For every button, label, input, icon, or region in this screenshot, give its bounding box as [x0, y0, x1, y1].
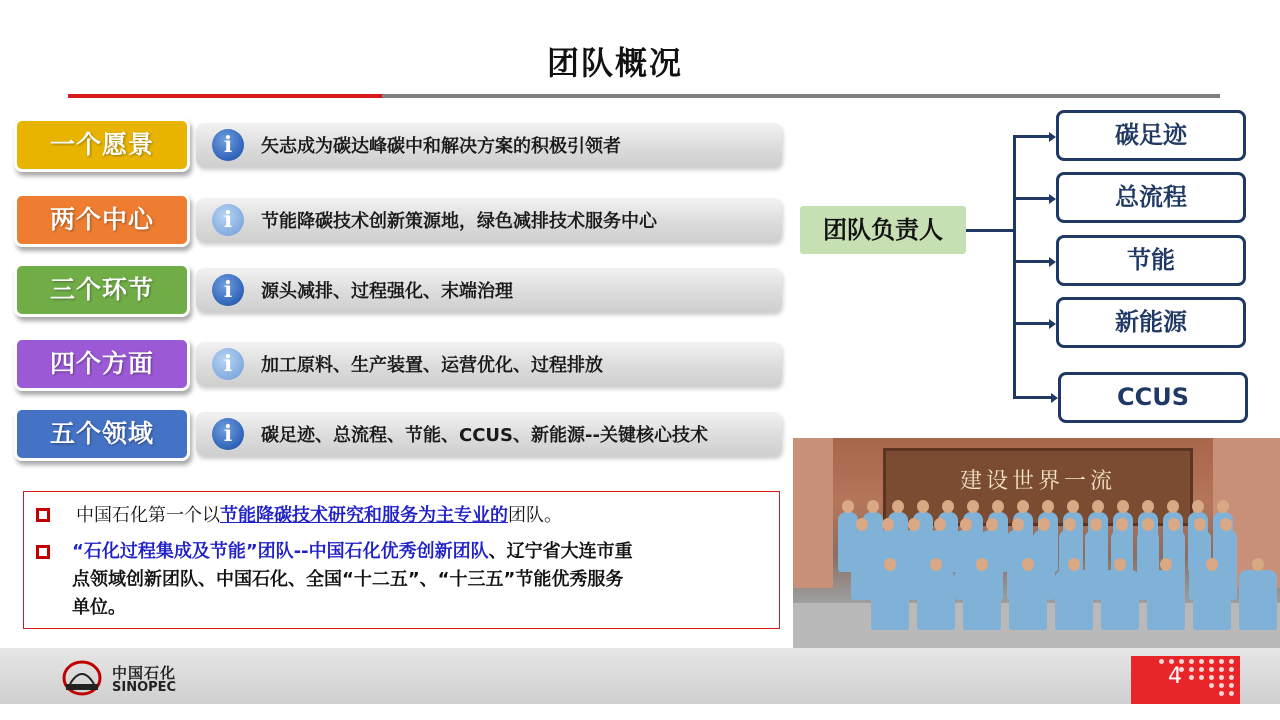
- photo-person-head: [1042, 500, 1054, 513]
- decor-dot: [1209, 675, 1214, 680]
- decor-dot: [1219, 659, 1224, 664]
- tree-connector: [966, 229, 1014, 232]
- info-icon: i: [212, 129, 244, 161]
- photo-person-head: [1217, 500, 1229, 513]
- decor-dot: [1229, 691, 1234, 696]
- photo-person: [1101, 570, 1139, 630]
- photo-person: [1193, 570, 1231, 630]
- decor-dot: [1219, 683, 1224, 688]
- pill-label: 一个愿景: [14, 118, 190, 172]
- node-energy-saving: 节能: [1056, 235, 1246, 286]
- photo-person: [851, 530, 873, 600]
- note-line-2: [72, 538, 776, 566]
- square-bullet-icon: [36, 508, 50, 522]
- photo-person-head: [1142, 500, 1154, 513]
- node-carbon-footprint: 碳足迹: [1056, 110, 1246, 161]
- arrow-icon: [1049, 319, 1056, 329]
- decor-dot: [1229, 675, 1234, 680]
- decor-dot: [1199, 659, 1204, 664]
- photo-person-head: [892, 500, 904, 513]
- team-lead-box: 团队负责人: [800, 206, 966, 254]
- photo-person-head: [1194, 518, 1206, 531]
- pill-label: 四个方面: [14, 337, 190, 391]
- decor-dot: [1189, 659, 1194, 664]
- tree-branch: [1013, 260, 1051, 263]
- decor-dot: [1159, 659, 1164, 664]
- decor-dot: [1229, 667, 1234, 672]
- photo-person-head: [934, 518, 946, 531]
- team-photo: [793, 438, 1280, 652]
- photo-person-head: [1090, 518, 1102, 531]
- decor-dot: [1229, 683, 1234, 688]
- tree-branch: [1013, 135, 1051, 138]
- decor-dot: [1209, 683, 1214, 688]
- square-bullet-icon: [36, 545, 50, 559]
- photo-person-head: [1167, 500, 1179, 513]
- note-text: 、辽宁省大连市重: [488, 541, 633, 562]
- row-text: 源头减排、过程强化、末端治理: [261, 281, 513, 302]
- row-text: 碳足迹、总流程、节能、CCUS、新能源--关键核心技术: [261, 425, 708, 446]
- photo-person-head: [1038, 518, 1050, 531]
- photo-person: [1147, 570, 1185, 630]
- arrow-icon: [1049, 132, 1056, 142]
- node-total-process: 总流程: [1056, 172, 1246, 223]
- photo-person: [1239, 570, 1277, 630]
- decor-dot: [1209, 659, 1214, 664]
- notes-box: [23, 491, 780, 629]
- photo-person-head: [856, 518, 868, 531]
- photo-person: [1009, 570, 1047, 630]
- row-fields: [14, 407, 784, 463]
- page-title: 团队概况: [546, 44, 683, 82]
- photo-person-head: [1142, 518, 1154, 531]
- node-new-energy: 新能源: [1056, 297, 1246, 348]
- photo-person-head: [986, 518, 998, 531]
- note-line-3: 点领域创新团队、中国石化、全国“十二五”、“十三五”节能优秀服务: [72, 569, 624, 590]
- info-icon: i: [212, 204, 244, 236]
- row-text: 节能降碳技术创新策源地，绿色减排技术服务中心: [261, 211, 657, 232]
- decor-dot: [1189, 667, 1194, 672]
- logo-chinese: 中国石化: [112, 664, 177, 682]
- tree-trunk: [1013, 136, 1016, 398]
- footer-bar: [0, 648, 1280, 704]
- photo-person-head: [882, 518, 894, 531]
- tree-branch: [1013, 396, 1053, 399]
- photo-person-head: [1168, 518, 1180, 531]
- pill-label: 五个领域: [14, 407, 190, 461]
- note-text: 团队。: [508, 505, 562, 526]
- photo-sign: 建设世界一流: [959, 469, 1116, 494]
- title-underline-accent: [68, 94, 382, 98]
- row-text: 加工原料、生产装置、运营优化、过程排放: [261, 355, 603, 376]
- photo-person-head: [917, 500, 929, 513]
- page-number: 4: [1168, 664, 1182, 689]
- row-aspects: [14, 337, 784, 393]
- info-icon: i: [212, 274, 244, 306]
- note-line-4: 单位。: [72, 597, 126, 618]
- note-highlight: “石化过程集成及节能”团队--中国石化优秀创新团队: [72, 541, 489, 562]
- note-highlight: 节能降碳技术研究和服务为主专业的: [220, 505, 508, 526]
- photo-person-head: [976, 558, 988, 571]
- photo-person-head: [930, 558, 942, 571]
- row-links: [14, 263, 784, 319]
- photo-person-head: [1117, 500, 1129, 513]
- node-ccus: CCUS: [1058, 372, 1248, 423]
- photo-person-head: [1064, 518, 1076, 531]
- arrow-icon: [1051, 393, 1058, 403]
- row-vision: [14, 118, 784, 174]
- photo-pillar: [793, 438, 833, 588]
- arrow-icon: [1049, 194, 1056, 204]
- decor-dot: [1199, 675, 1204, 680]
- page-number-block: [1131, 656, 1240, 704]
- logo-english: SINOPEC: [112, 680, 177, 695]
- photo-person-head: [967, 500, 979, 513]
- photo-person-head: [908, 518, 920, 531]
- decor-dot: [1209, 667, 1214, 672]
- photo-person-head: [867, 500, 879, 513]
- photo-person-head: [992, 500, 1004, 513]
- photo-person-head: [884, 558, 896, 571]
- photo-person-head: [1116, 518, 1128, 531]
- photo-person-head: [1022, 558, 1034, 571]
- tree-branch: [1013, 197, 1051, 200]
- photo-person-head: [1067, 500, 1079, 513]
- decor-dot: [1189, 675, 1194, 680]
- tree-branch: [1013, 322, 1051, 325]
- photo-person-head: [1220, 518, 1232, 531]
- photo-person-head: [1192, 500, 1204, 513]
- photo-person-head: [942, 500, 954, 513]
- decor-dot: [1199, 667, 1204, 672]
- photo-person-head: [1252, 558, 1264, 571]
- row-text: 矢志成为碳达峰碳中和解决方案的积极引领者: [261, 136, 621, 157]
- photo-person: [1055, 570, 1093, 630]
- note-text: 中国石化第一个以: [76, 505, 220, 526]
- photo-person-head: [1017, 500, 1029, 513]
- photo-person: [963, 570, 1001, 630]
- sinopec-logo-icon: [62, 660, 102, 696]
- note-line-1: [76, 502, 776, 530]
- info-icon: i: [212, 418, 244, 450]
- pill-label: 两个中心: [14, 193, 190, 247]
- decor-dot: [1229, 659, 1234, 664]
- photo-person-head: [842, 500, 854, 513]
- photo-person-head: [1114, 558, 1126, 571]
- photo-person-head: [1092, 500, 1104, 513]
- decor-dot: [1219, 691, 1224, 696]
- row-centers: [14, 193, 784, 249]
- photo-person: [871, 570, 909, 630]
- decor-dot: [1219, 675, 1224, 680]
- photo-person-head: [1068, 558, 1080, 571]
- photo-person-head: [1206, 558, 1218, 571]
- pill-label: 三个环节: [14, 263, 190, 317]
- info-icon: i: [212, 348, 244, 380]
- photo-person: [917, 570, 955, 630]
- photo-person-head: [960, 518, 972, 531]
- photo-person-head: [1160, 558, 1172, 571]
- photo-person-head: [1012, 518, 1024, 531]
- arrow-icon: [1049, 257, 1056, 267]
- decor-dot: [1219, 667, 1224, 672]
